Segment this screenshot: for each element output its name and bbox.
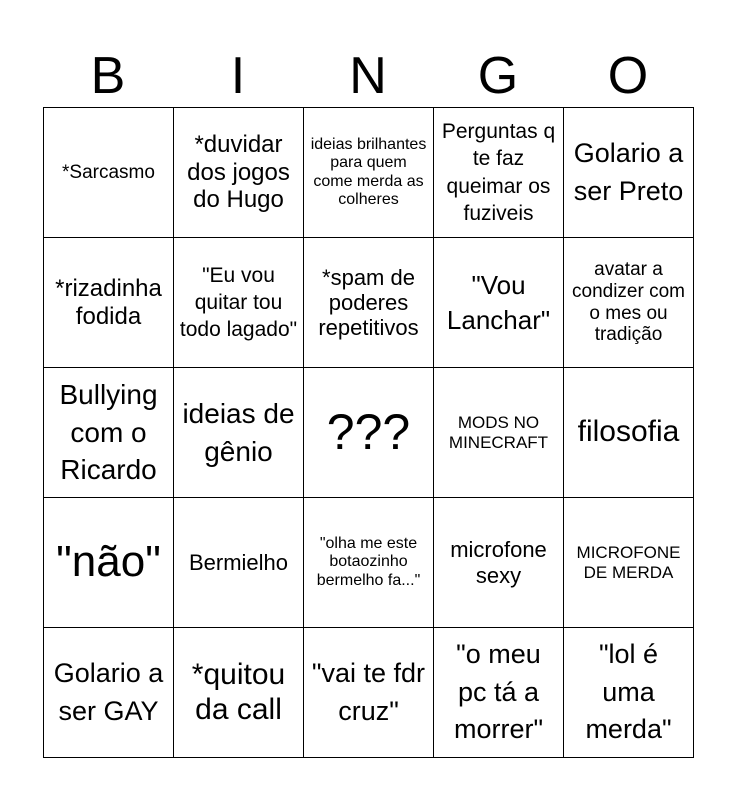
bingo-cell[interactable]: Perguntas q te faz queimar os fuziveis [434,108,564,238]
bingo-cell[interactable]: avatar a condizer com o mes ou tradição [564,238,694,368]
bingo-board [43,107,694,758]
bingo-cell[interactable]: microfone sexy [434,498,564,628]
bingo-cell[interactable]: ideias de gênio [174,368,304,498]
bingo-cell[interactable]: *Sarcasmo [44,108,174,238]
bingo-cell[interactable]: *rizadinha fodida [44,238,174,368]
bingo-cell[interactable]: "olha me este botaozinho bermelho fa..." [304,498,434,628]
bingo-cell[interactable]: *duvidar dos jogos do Hugo [174,108,304,238]
bingo-cell[interactable]: "não" [44,498,174,628]
bingo-cell[interactable]: Golario a ser Preto [564,108,694,238]
header-letter-b: B [90,47,126,105]
bingo-cell[interactable]: *quitou da call [174,628,304,758]
bingo-cell[interactable]: "o meu pc tá a morrer" [434,628,564,758]
bingo-cell[interactable]: Bermielho [174,498,304,628]
bingo-header [43,46,693,106]
bingo-cell[interactable]: Bullying com o Ricardo [44,368,174,498]
bingo-cell[interactable]: Golario a ser GAY [44,628,174,758]
header-letter-n: N [349,47,387,105]
bingo-cell[interactable]: "lol é uma merda" [564,628,694,758]
bingo-cell[interactable]: MICROFONE DE MERDA [564,498,694,628]
bingo-cell[interactable]: MODS NO MINECRAFT [434,368,564,498]
bingo-cell[interactable]: "Vou Lanchar" [434,238,564,368]
header-letter-g: G [477,47,519,105]
bingo-cell-free[interactable]: ??? [304,368,434,498]
bingo-cell[interactable]: ideias brilhantes para quem come merda as colheres [304,108,434,238]
bingo-cell[interactable]: "vai te fdr cruz" [304,628,434,758]
header-letter-i: I [230,47,246,105]
header-letter-o: O [607,47,649,105]
bingo-cell[interactable]: filosofia [564,368,694,498]
bingo-cell[interactable]: *spam de poderes repetitivos [304,238,434,368]
bingo-cell[interactable]: "Eu vou quitar tou todo lagado" [174,238,304,368]
